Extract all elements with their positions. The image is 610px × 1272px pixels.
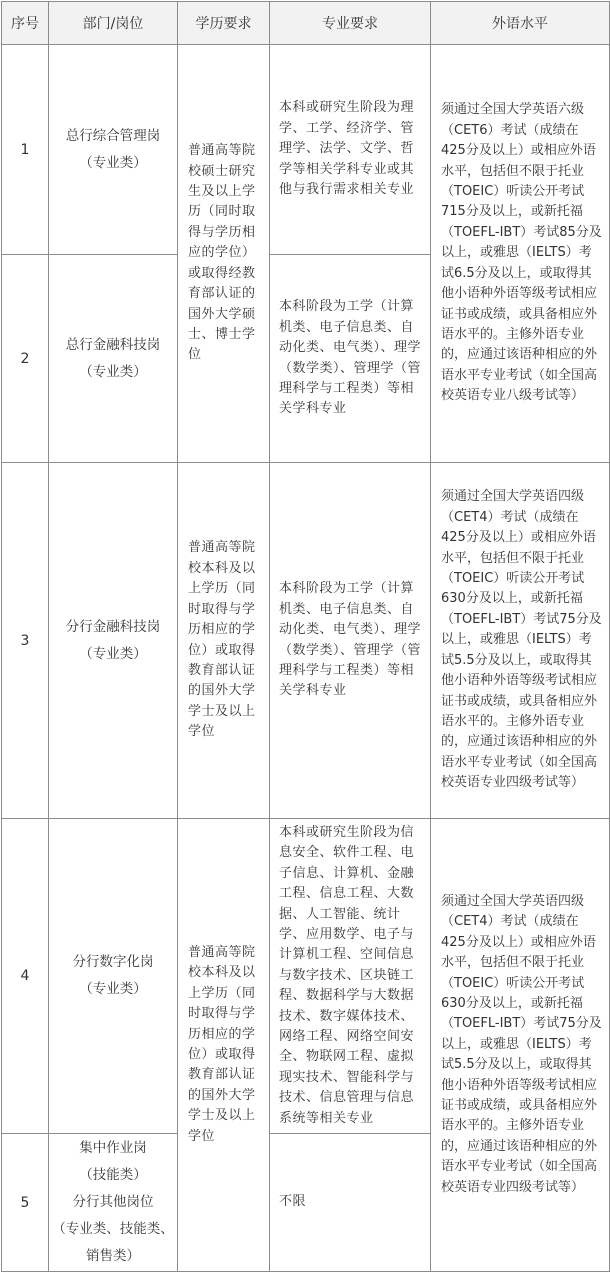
education-cell <box>178 45 270 463</box>
major-text: 不限 <box>279 1194 307 1210</box>
dept-cell <box>49 1134 178 1272</box>
major-cell <box>270 45 431 255</box>
header-language: 外语水平 <box>431 2 610 45</box>
language-text: 须通过全国大学英语四级（CET4）考试（成绩在425分及以上）或相应外语水平，包括但不限于托业（TOEIC）听读公开考试630分及以上，或新托福（TOEFL-IBT）考试75分及以上，或雅思（IELTS）考试5.5分及以上，或取得其他小语种外语等级考试相应证书或成绩，或具备相应外语水平的。主修外语专业的，应通过该语种相应的外语水平专业考试（如全国高校英语专业四级考试等） <box>441 893 602 1195</box>
education-cell <box>178 819 270 1272</box>
language-text: 须通过全国大学英语六级（CET6）考试（成绩在425分及以上）或相应外语水平，包括但不限于托业（TOEIC）听读公开考试715分及以上，或新托福（TOEFL-IBT）考试85分及以上，或雅思（IELTS）考试6.5分及以上，或取得其他小语种外语等级考试相应证书或成绩，或具备相应外语水平的。主修外语专业的，应通过该语种相应的外语水平专业考试（如全国高校英语专业八级考试等） <box>441 102 602 404</box>
education-text: 普通高等院校本科及以上学历（同时取得与学历相应的学位）或取得教育部认证的国外大学学士及以上学位 <box>188 540 256 740</box>
row-number: 4 <box>2 819 49 1134</box>
header-education: 学历要求 <box>178 2 270 45</box>
dept-category: （专业类） <box>79 981 147 997</box>
dept-name: 总行金融科技岗 <box>65 336 161 353</box>
language-cell <box>431 463 610 819</box>
row-number: 2 <box>2 255 49 463</box>
row-number: 5 <box>2 1134 49 1272</box>
table-row <box>2 45 610 255</box>
header-no: 序号 <box>2 2 49 45</box>
dept-name: 分行金融科技岗 <box>65 618 161 635</box>
major-cell <box>270 255 431 463</box>
table-row <box>2 463 610 819</box>
header-dept: 部门/岗位 <box>49 2 178 45</box>
education-text: 普通高等院校硕士研究生及以上学历（同时取得与学历相应的学位）或取得经教育部认证的国外大学硕士、博士学位 <box>188 143 256 363</box>
table-row <box>2 819 610 1134</box>
dept-name: 分行数字化岗 <box>72 954 154 970</box>
dept-category: （专业类、技能类、销售类） <box>52 1221 174 1264</box>
language-cell <box>431 45 610 463</box>
row-number: 1 <box>2 45 49 255</box>
header-row <box>2 2 610 45</box>
dept-cell <box>49 463 178 819</box>
language-cell <box>431 819 610 1272</box>
header-major: 专业要求 <box>270 2 431 45</box>
dept-cell <box>49 45 178 255</box>
major-text: 本科或研究生阶段为理学、工学、经济学、管理学、法学、文学、哲学等相关学科专业或其他与我行需求相关专业 <box>279 100 415 198</box>
dept-name: 分行其他岗位 <box>72 1194 154 1210</box>
row-number: 3 <box>2 463 49 819</box>
major-text: 本科阶段为工学（计算机类、电子信息类、自动化类、电气类）、理学（数学类）、管理学（管理科学与工程类）等相关学科专业 <box>279 299 422 417</box>
dept-name: 集中作业岗 <box>79 1140 147 1156</box>
dept-cell <box>49 819 178 1134</box>
dept-category: （技能类） <box>79 1167 147 1183</box>
dept-name: 总行综合管理岗 <box>65 127 161 144</box>
language-text: 须通过全国大学英语四级（CET4）考试（成绩在425分及以上）或相应外语水平，包括但不限于托业（TOEIC）听读公开考试630分及以上，或新托福（TOEFL-IBT）考试75分及以上，或雅思（IELTS）考试5.5分及以上，或取得其他小语种外语等级考试相应证书或成绩，或具备相应外语水平的。主修外语专业的，应通过该语种相应的外语水平专业考试（如全国高校英语专业四级考试等） <box>441 489 602 791</box>
dept-category: （专业类） <box>79 154 147 171</box>
education-cell <box>178 463 270 819</box>
dept-category: （专业类） <box>79 645 147 662</box>
recruitment-requirements-table <box>1 1 610 1272</box>
major-text: 本科阶段为工学（计算机类、电子信息类、自动化类、电气类）、理学（数学类）、管理学（管理科学与工程类）等相关学科专业 <box>279 581 422 699</box>
major-cell <box>270 463 431 819</box>
dept-category: （专业类） <box>79 363 147 380</box>
education-text: 普通高等院校本科及以上学历（同时取得与学历相应的学位）或取得教育部认证的国外大学学士及以上学位 <box>188 944 256 1144</box>
major-cell <box>270 819 431 1134</box>
major-cell <box>270 1134 431 1272</box>
dept-cell <box>49 255 178 463</box>
major-text: 本科或研究生阶段为信息安全、软件工程、电子信息、计算机、金融工程、信息工程、大数据、人工智能、统计学、应用数学、电子与计算机工程、空间信息与数字技术、区块链工程、数据科学与大数据技术、数字媒体技术、网络工程、网络空间安全、物联网工程、虚拟现实技术、智能科学与技术、信息管理与信息系统等相关专业 <box>279 824 415 1126</box>
